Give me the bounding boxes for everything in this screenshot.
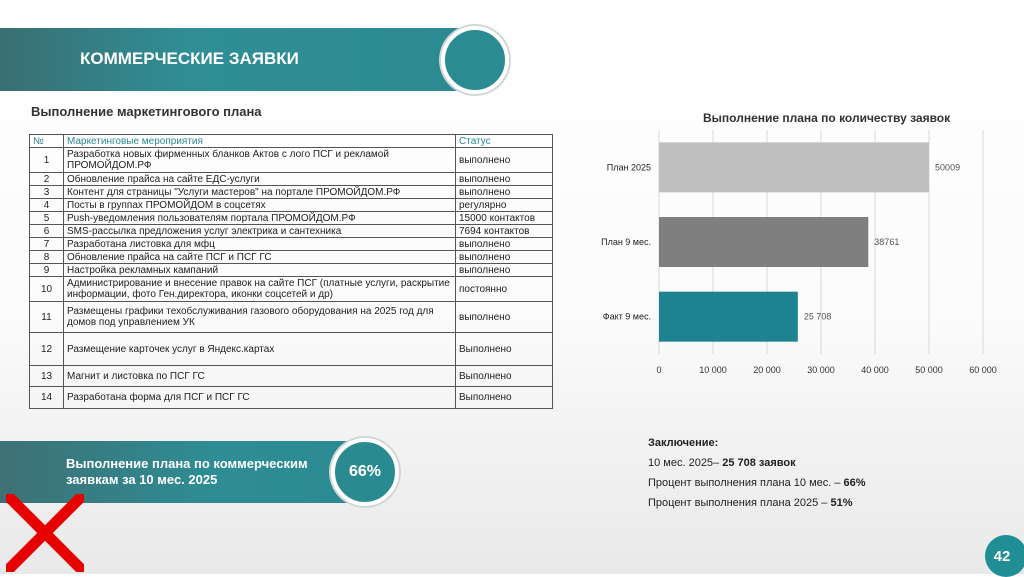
table-row	[30, 225, 553, 238]
row-status: выполнено	[456, 173, 553, 186]
row-activity: Посты в группах ПРОМОЙДОМ в соцсетях	[64, 199, 456, 212]
conclusion-title: Заключение:	[648, 437, 719, 449]
row-number: 2	[30, 173, 64, 186]
row-activity: SMS-рассылка предложения услуг электрика и сантехника	[64, 225, 456, 238]
marketing-plan-table	[29, 134, 553, 409]
row-number: 14	[30, 387, 64, 409]
header-status: Статус	[456, 135, 553, 148]
summary-percent-badge: 66%	[331, 438, 399, 506]
table-row	[30, 264, 553, 277]
page-title: КОММЕРЧЕСКИЕ ЗАЯВКИ	[80, 49, 299, 68]
row-status: 15000 контактов	[456, 212, 553, 225]
row-number: 10	[30, 277, 64, 302]
data-label: 38761	[874, 237, 900, 247]
table-body	[30, 148, 553, 409]
row-number: 9	[30, 264, 64, 277]
row-status: выполнено	[456, 264, 553, 277]
row-activity: Обновление прайса на сайте ПСГ и ПСГ ГС	[64, 251, 456, 264]
data-label: 50009	[935, 162, 961, 173]
header-circle-decoration	[441, 26, 509, 94]
red-cross-icon	[6, 494, 84, 572]
bar	[659, 292, 798, 342]
row-status: выполнено	[456, 148, 553, 173]
chart-title: Выполнение плана по количеству заявок	[703, 111, 951, 125]
category-label: План 9 мес.	[601, 237, 651, 247]
row-number: 1	[30, 148, 64, 173]
row-number: 5	[30, 212, 64, 225]
bar	[659, 142, 929, 192]
row-activity: Обновление прайса на сайте ЕДС-услуги	[64, 173, 456, 186]
x-tick-label: 20 000	[753, 365, 781, 375]
row-activity: Настройка рекламных кампаний	[64, 264, 456, 277]
category-label: Факт 9 мес.	[602, 311, 651, 322]
header-activity: Маркетинговые мероприятия	[64, 135, 456, 148]
conclusion-block	[648, 433, 866, 513]
row-status: 7694 контактов	[456, 225, 553, 238]
x-tick-label: 40 000	[861, 365, 889, 375]
row-number: 3	[30, 186, 64, 199]
row-activity: Размещены графики техобслуживания газового оборудования на 2025 год для домов под управлением УК	[64, 302, 456, 333]
table-row	[30, 366, 553, 387]
row-number: 11	[30, 302, 64, 333]
conclusion-line-1: 10 мес. 2025– 25 708 заявок	[648, 457, 796, 469]
x-tick-label: 10 000	[699, 365, 727, 375]
row-number: 13	[30, 366, 64, 387]
conclusion-line-3: Процент выполнения плана 2025 – 51%	[648, 497, 853, 509]
page-number: 42	[985, 535, 1024, 577]
row-status: выполнено	[456, 238, 553, 251]
x-tick-label: 30 000	[807, 365, 835, 375]
table-row	[30, 251, 553, 264]
row-status: Выполнено	[456, 387, 553, 409]
bar	[659, 217, 868, 267]
header-num: №	[30, 135, 64, 148]
row-number: 7	[30, 238, 64, 251]
table-row	[30, 333, 553, 366]
row-activity: Push-уведомления пользователям портала ПРОМОЙДОМ.РФ	[64, 212, 456, 225]
row-number: 12	[30, 333, 64, 366]
table-row	[30, 212, 553, 225]
table-row	[30, 238, 553, 251]
row-status: выполнено	[456, 186, 553, 199]
plan-bar-chart	[580, 126, 1010, 386]
conclusion-line-2: Процент выполнения плана 10 мес. – 66%	[648, 477, 866, 489]
table-header-row	[30, 135, 553, 148]
table-row	[30, 173, 553, 186]
category-label: План 2025	[606, 162, 651, 173]
row-status: постоянно	[456, 277, 553, 302]
data-label: 25 708	[803, 311, 832, 322]
row-number: 8	[30, 251, 64, 264]
row-activity: Размещение карточек услуг в Яндекс.картах	[64, 333, 456, 366]
row-activity: Разработка новых фирменных бланков Актов с лого ПСГ и рекламой ПРОМОЙДОМ.РФ	[64, 148, 456, 173]
table-row	[30, 186, 553, 199]
row-number: 4	[30, 199, 64, 212]
row-status: Выполнено	[456, 333, 553, 366]
table-row	[30, 199, 553, 212]
summary-band-text: Выполнение плана по коммерческим заявкам за 10 мес. 2025	[66, 456, 308, 487]
table-row	[30, 387, 553, 409]
table-row	[30, 302, 553, 333]
plan-section-title: Выполнение маркетингового плана	[31, 104, 262, 119]
row-status: Выполнено	[456, 366, 553, 387]
row-activity: Разработана форма для ПСГ и ПСГ ГС	[64, 387, 456, 409]
x-tick-label: 60 000	[969, 365, 997, 375]
row-status: выполнено	[456, 302, 553, 333]
table-row	[30, 277, 553, 302]
table-row	[30, 148, 553, 173]
row-status: регулярно	[456, 199, 553, 212]
x-tick-label: 0	[656, 365, 662, 375]
row-status: выполнено	[456, 251, 553, 264]
row-activity: Разработана листовка для мфц	[64, 238, 456, 251]
x-tick-label: 50 000	[915, 365, 943, 375]
row-number: 6	[30, 225, 64, 238]
row-activity: Магнит и листовка по ПСГ ГС	[64, 366, 456, 387]
row-activity: Администрирование и внесение правок на сайте ПСГ (платные услуги, раскрытие информации, фото Ген.директора, иконки соцсетей и др)	[64, 277, 456, 302]
row-activity: Контент для страницы "Услуги мастеров" на портале ПРОМОЙДОМ.РФ	[64, 186, 456, 199]
